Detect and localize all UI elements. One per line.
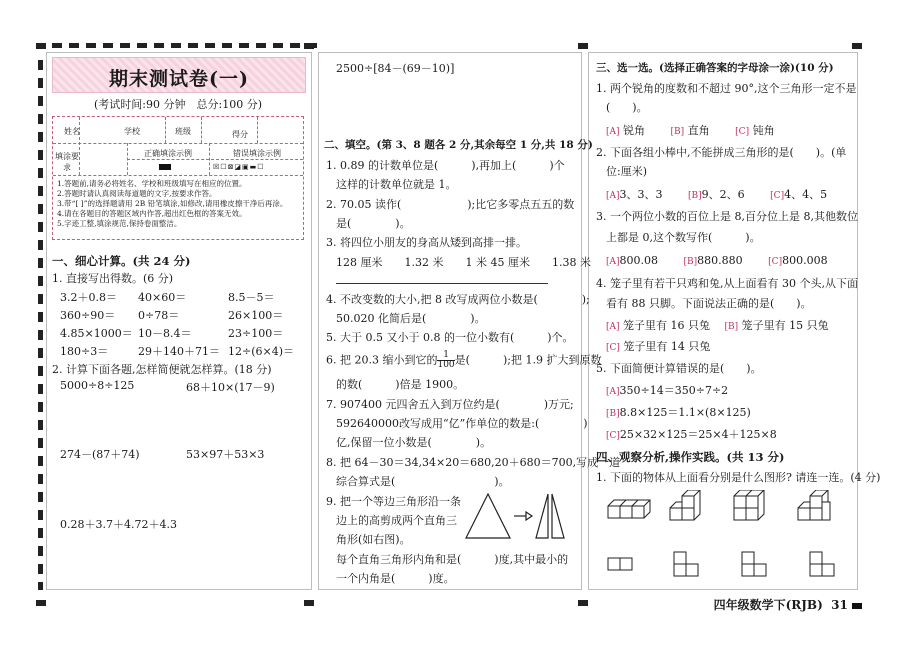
school-label: 学校 xyxy=(124,127,140,136)
fill-q9-cont4: 一个内角是( )度。 xyxy=(336,572,455,585)
choice-q2-options: [A]3、3、3 [B]9、2、6 [C]4、4、5 xyxy=(606,188,828,201)
corner-mark xyxy=(578,600,588,606)
observe-q1: 1. 下面的物体从上面看分别是什么图形? 请连一连。(4 分) xyxy=(596,471,881,484)
expression: 5000÷8÷125 xyxy=(60,379,135,392)
option-b[interactable]: 9、2、6 xyxy=(701,188,745,201)
top-dash-border xyxy=(52,43,322,48)
triangle-cut-diagram xyxy=(462,490,572,542)
exam-title-banner xyxy=(52,57,306,93)
option-b[interactable]: 笼子里有 15 只兔 xyxy=(741,319,829,332)
page-number: 31 xyxy=(831,598,848,612)
notice-list: 1.答题前,请务必将姓名、学校和班级填写在相应的位置。 2.答题时请认真阅读每道题的文字,按要求作答。 3.带“[ ]”的选择题请用 2B 铅笔填涂,如修改,请用橡皮擦干净后再涂。 4.请在各题目的答题区域内作答,超出红色框的答案无效。 5.字迹工整,填涂规范,保持卷面整洁。 xyxy=(57,179,288,228)
exam-subtitle: (考试时间:90 分钟 总分:100 分) xyxy=(94,98,262,111)
option-a[interactable]: 锐角 xyxy=(623,124,646,137)
arrow-icon xyxy=(514,512,532,520)
option-b[interactable]: 8.8×125＝1.1×(8×125) xyxy=(619,406,751,419)
cube-object-2 xyxy=(670,490,700,520)
fill-q9: 9. 把一个等边三角形沿一条 xyxy=(326,495,461,508)
option-a[interactable]: 350÷14＝350÷7÷2 xyxy=(619,384,729,397)
choice-q1-options: [A] 锐角 [B] 直角 [C] 钝角 xyxy=(606,124,775,137)
top-view-3 xyxy=(742,552,766,576)
choice-q4: 4. 笼子里有若干只鸡和兔,从上面看有 30 个头,从下面 xyxy=(596,277,858,290)
fill-q5: 5. 大于 0.5 又小于 0.8 的一位小数有( )个。 xyxy=(326,331,574,344)
fill-q9-cont2: 角形(如右图)。 xyxy=(336,533,411,546)
class-label: 班级 xyxy=(175,127,191,136)
expression: 68＋10×(17－9) xyxy=(186,381,275,394)
section-1-heading: 一、细心计算。(共 24 分) xyxy=(52,254,191,268)
corner-mark xyxy=(852,43,862,49)
fill-q9-cont3: 每个直角三角形内角和是( )度,其中最小的 xyxy=(336,553,569,566)
expression: 274－(87＋74) xyxy=(60,448,140,461)
fill-q4-cont: 50.020 化简后是( )。 xyxy=(336,312,486,325)
option-c[interactable]: 钝角 xyxy=(752,124,775,137)
fill-q7-cont2: 亿,保留一位小数是( )。 xyxy=(336,436,492,449)
choice-q4-cont: 看有 88 只脚。下面说法正确的是( )。 xyxy=(606,297,812,310)
choice-q2: 2. 下面各组小棒中,不能拼成三角形的是( )。(单 xyxy=(596,146,847,159)
corner-mark xyxy=(36,43,46,49)
right-triangle xyxy=(552,494,564,538)
fill-q4: 4. 不改变数的大小,把 8 改写成两位小数是( ); xyxy=(326,293,590,306)
section-2-heading: 二、填空。(第 3、8 题各 2 分,其余每空 1 分,共 18 分) xyxy=(324,139,593,151)
cube-object-3 xyxy=(734,490,764,520)
option-c[interactable]: 笼子里有 14 只兔 xyxy=(623,340,711,353)
cube-object-1 xyxy=(608,500,650,518)
fill-q9-cont: 边上的高剪成两个直角三 xyxy=(336,514,457,527)
page-footer xyxy=(714,596,862,613)
fill-q2: 2. 70.05 读作( );比它多零点五五的数 xyxy=(326,198,575,211)
student-info-table xyxy=(52,116,304,240)
fill-q8: 8. 把 64－30＝34,34×20＝680,20＋680＝700,写成一道 xyxy=(326,456,621,469)
correct-fill-label: 正确填涂示例 xyxy=(144,149,192,158)
choice-q1: 1. 两个锐角的度数和不超过 90°,这个三角形一定不是 xyxy=(596,82,857,95)
option-b[interactable]: 880.880 xyxy=(697,254,743,267)
section-3-heading: 三、选一选。(选择正确答案的字母涂一涂)(10 分) xyxy=(596,62,834,74)
option-c[interactable]: 25×32×125＝25×4＋125×8 xyxy=(619,428,777,441)
wrong-fill-label: 错误填涂示例 xyxy=(233,149,281,158)
choice-q3-cont: 上都是 0,这个数写作( )。 xyxy=(606,231,761,244)
choice-q2-cont: 位:厘米) xyxy=(606,165,647,178)
fill-q1: 1. 0.89 的计数单位是( ),再加上( )个 xyxy=(326,159,565,172)
top-view-shapes xyxy=(602,550,852,580)
choice-q5: 5. 下面简便计算错误的是( )。 xyxy=(596,362,762,375)
fill-q2-cont: 是( )。 xyxy=(336,217,411,230)
footer-text: 四年级数学下(RJB) xyxy=(713,598,823,612)
choice-q3: 3. 一个两位小数的百位上是 8,百分位上是 8,其他数位 xyxy=(596,210,858,223)
choice-q4-option-c: [C] 笼子里有 14 只兔 xyxy=(606,340,711,353)
top-view-2 xyxy=(674,552,698,576)
expression: 0.28＋3.7＋4.72＋4.3 xyxy=(60,518,177,531)
score-label: 得分 xyxy=(232,130,248,139)
fill-q7-cont: 592640000改写成用“亿”作单位的数是:( ) xyxy=(336,417,588,430)
exam-title: 期末测试卷(一) xyxy=(109,68,249,90)
option-a[interactable]: 3、3、3 xyxy=(619,188,663,201)
option-c[interactable]: 800.008 xyxy=(782,254,828,267)
fill-q3: 3. 将四位小朋友的身高从矮到高排一排。 xyxy=(326,236,527,249)
cube-object-4 xyxy=(798,490,830,520)
fill-q1-cont: 这样的计数单位就是 1。 xyxy=(336,178,457,191)
question-1-2: 2. 计算下面各题,怎样简便就怎样算。(18 分) xyxy=(52,363,272,376)
wrong-fill-samples: ☒☐⊠◪▣▬☐ xyxy=(213,163,265,171)
correct-fill-sample xyxy=(159,164,171,170)
left-dash-border xyxy=(38,60,43,590)
equilateral-triangle xyxy=(466,494,510,538)
top-view-1 xyxy=(608,558,632,570)
cube-objects xyxy=(602,490,852,530)
choice-q1-cont: ( )。 xyxy=(606,101,648,114)
name-label: 姓名 xyxy=(64,127,80,136)
choice-q5-option-a: [A]350÷14＝350÷7÷2 xyxy=(606,384,729,397)
fill-q6-cont: 的数( )倍是 1900。 xyxy=(336,378,465,391)
option-a[interactable]: 笼子里有 16 只兔 xyxy=(623,319,711,332)
choice-q4-options-ab: [A] 笼子里有 16 只兔 [B] 笼子里有 15 只兔 xyxy=(606,319,829,332)
right-triangle xyxy=(536,494,548,538)
expression: 53×97＋53×3 xyxy=(186,448,265,461)
fill-q8-cont: 综合算式是( )。 xyxy=(336,475,510,488)
fill-q6: 6. 把 20.3 缩小到它的 $\frac{1}{100}$ 是( );把 1.9 扩大到原数 xyxy=(326,350,602,370)
question-1-1: 1. 直接写出得数。(6 分) xyxy=(52,272,174,285)
corner-mark xyxy=(578,43,588,49)
top-view-4 xyxy=(810,552,834,576)
answer-line xyxy=(336,283,548,284)
option-a[interactable]: 800.08 xyxy=(619,254,659,267)
corner-mark xyxy=(304,43,314,49)
corner-mark xyxy=(304,600,314,606)
expression-top: 2500÷[84－(69－10)] xyxy=(336,62,455,75)
option-c[interactable]: 4、4、5 xyxy=(784,188,828,201)
fraction: $\frac{1}{100}$ xyxy=(437,350,455,370)
fill-q3-heights: 128 厘米 1.32 米 1 米 45 厘米 1.38 米 xyxy=(336,256,591,269)
fill-q7: 7. 907400 元四舍五入到万位约是( )万元; xyxy=(326,398,574,411)
section-4-heading: 四、观察分析,操作实践。(共 13 分) xyxy=(596,450,785,464)
choice-q5-option-b: [B]8.8×125＝1.1×(8×125) xyxy=(606,406,751,419)
option-b[interactable]: 直角 xyxy=(687,124,710,137)
choice-q3-options: [A]800.08 [B]880.880 [C]800.008 xyxy=(606,254,828,267)
fill-requirement-label: 填涂要求 xyxy=(55,152,79,172)
corner-mark xyxy=(36,600,46,606)
choice-q5-option-c: [C]25×32×125＝25×4＋125×8 xyxy=(606,428,777,441)
